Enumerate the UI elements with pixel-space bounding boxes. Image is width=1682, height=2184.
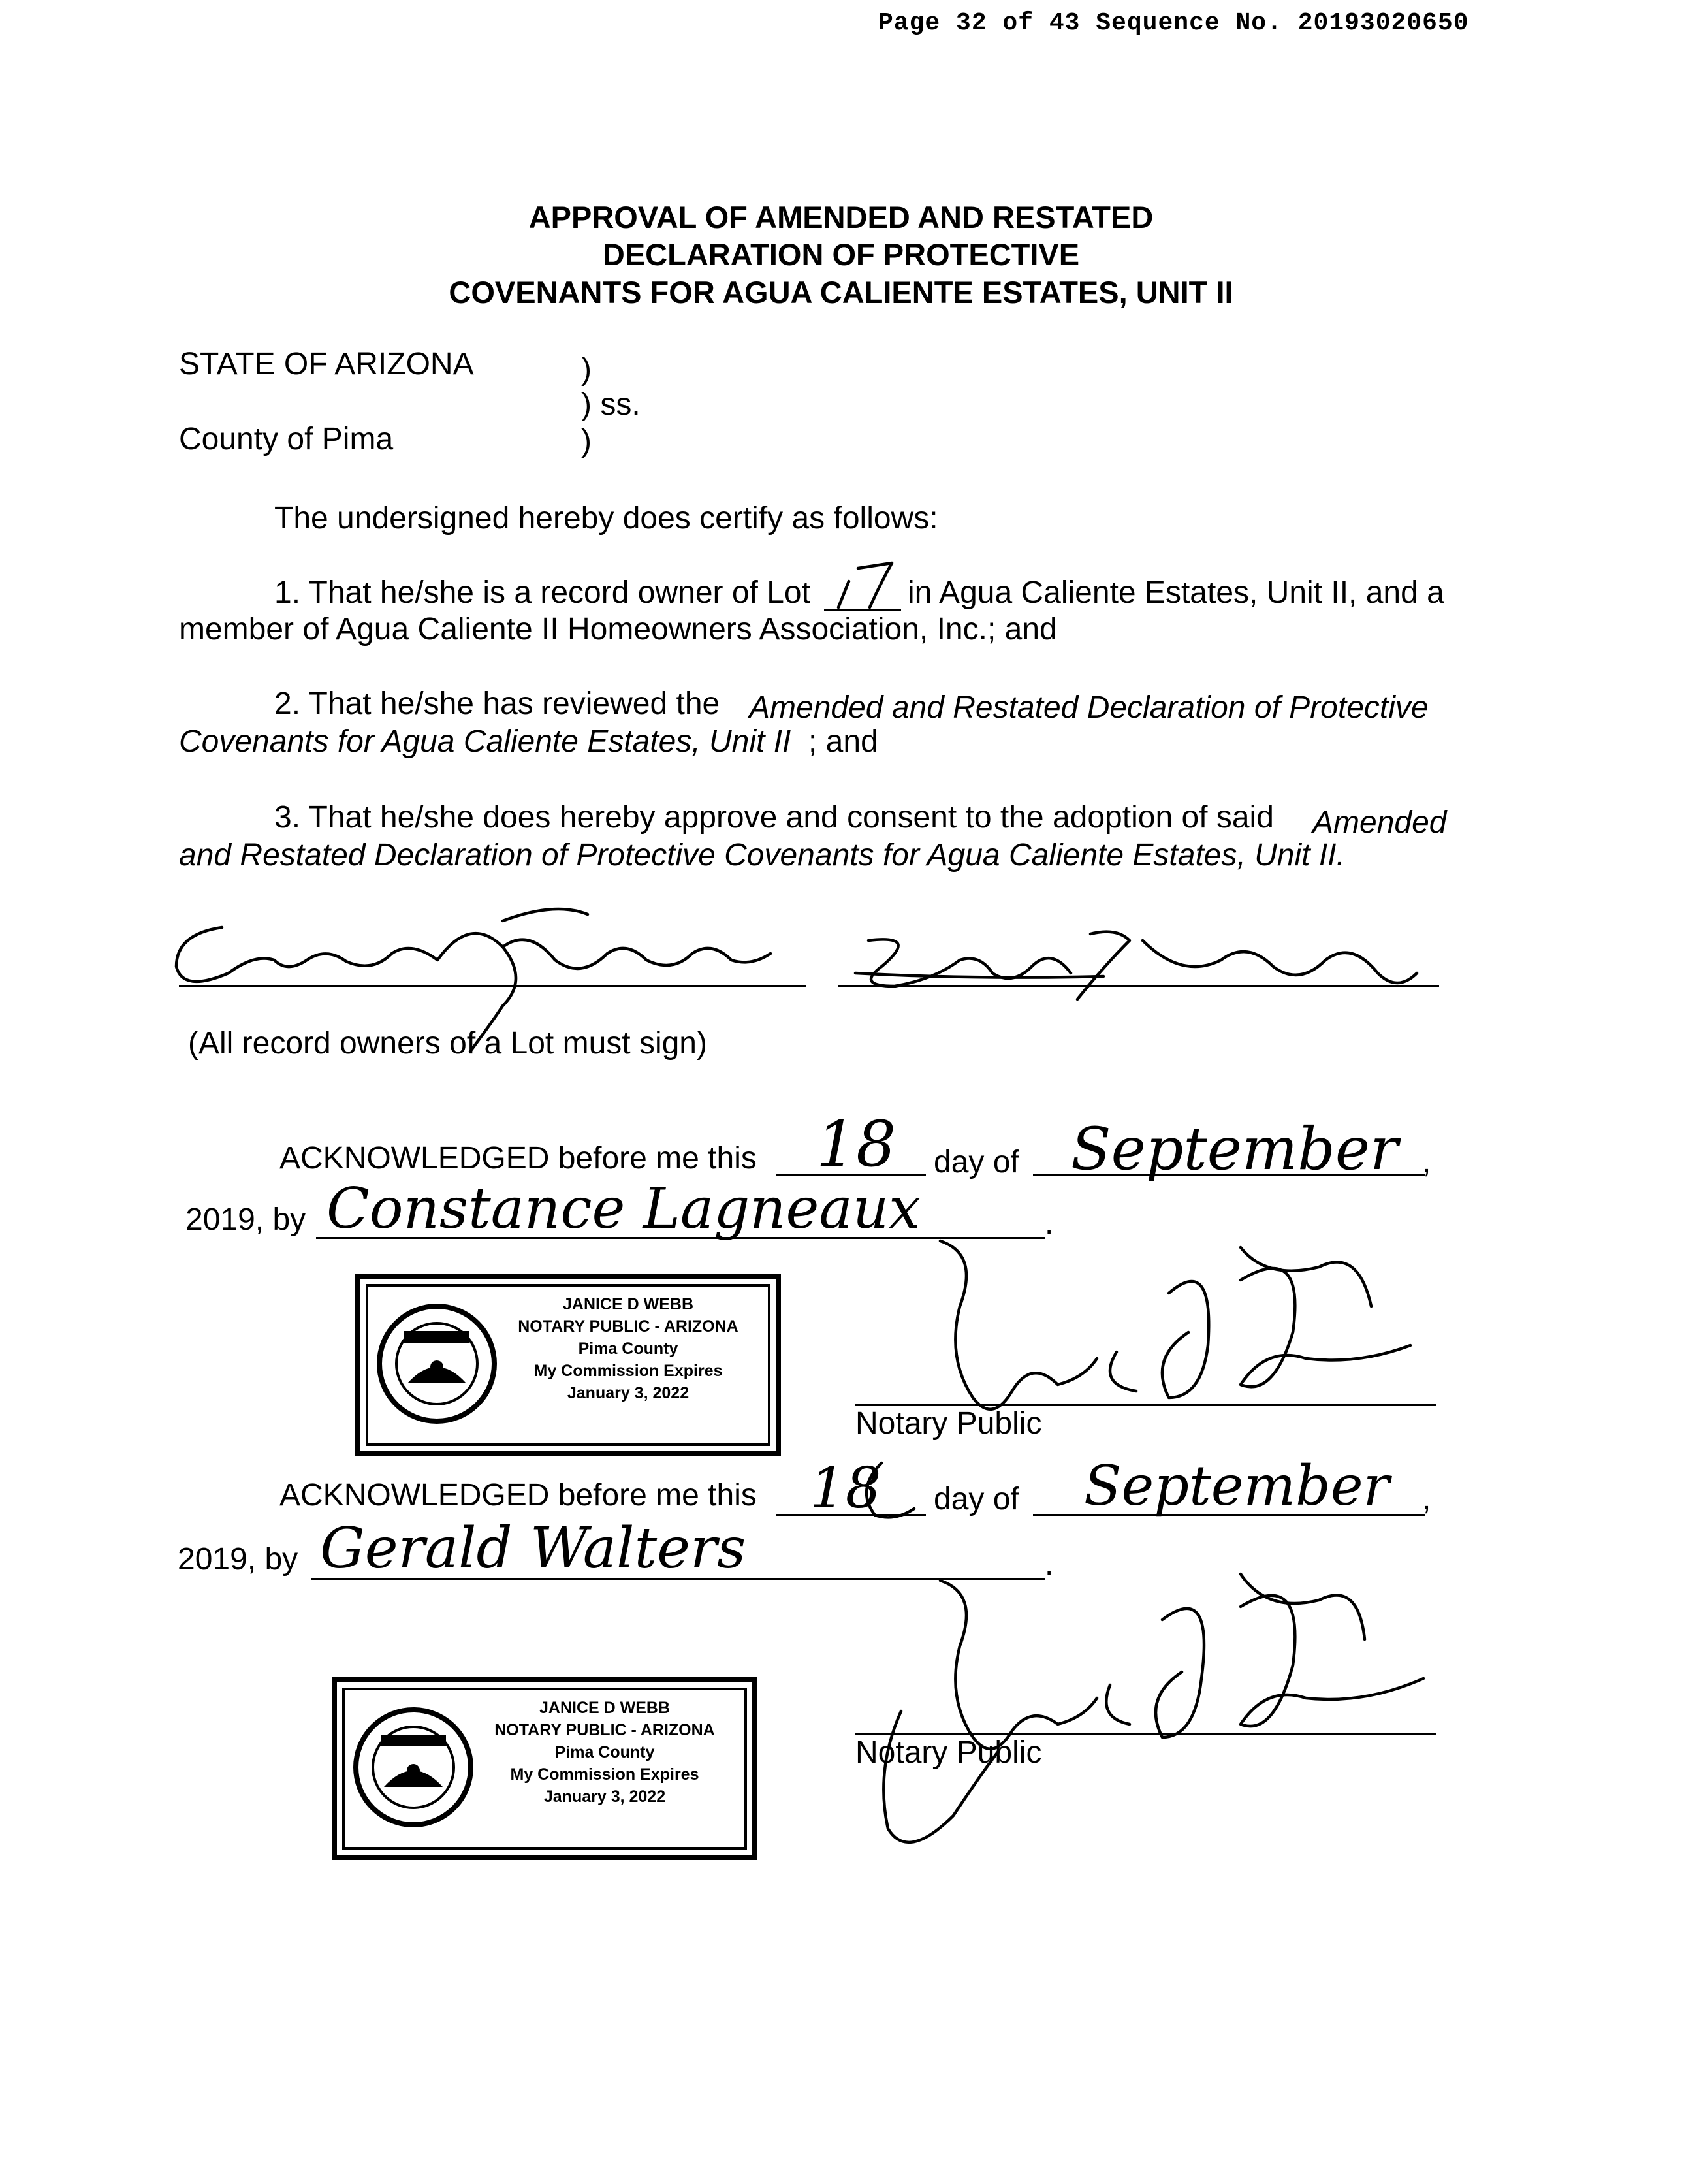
item-3-title-b: and Restated Declaration of Protective Covenants for Agua Caliente Estates, Unit II. <box>179 838 1345 873</box>
ack-1-lead: ACKNOWLEDGED before me this <box>279 1141 757 1176</box>
stamp-1-line-1: JANICE D WEBB <box>562 1295 693 1313</box>
notary-stamp-1 <box>355 1274 781 1456</box>
notary-public-label-2: Notary Public <box>855 1735 1042 1770</box>
svg-text:September: September <box>1071 1115 1399 1183</box>
item-2-text-d: ; and <box>808 724 878 759</box>
svg-text:18: 18 <box>816 1110 897 1176</box>
ack-2-day-of: day of <box>934 1482 1019 1517</box>
ack-1-comma: , <box>1422 1145 1431 1180</box>
document-title-line-1: APPROVAL OF AMENDED AND RESTATED <box>528 200 1154 234</box>
ack-2-comma: , <box>1422 1482 1431 1517</box>
page-sequence-header: Page 32 of 43 Sequence No. 20193020650 <box>878 9 1469 37</box>
item-3-text-a: 3. That he/she does hereby approve and consent to the adoption of said <box>274 800 1274 835</box>
document-title-line-3: COVENANTS FOR AGUA CALIENTE ESTATES, UNIT II <box>449 275 1233 310</box>
item-1-text-b: in Agua Caliente Estates, Unit II, and a <box>908 575 1444 610</box>
stamp-2-line-1: JANICE D WEBB <box>539 1699 670 1717</box>
venue-paren-top: ) <box>581 352 592 387</box>
all-owners-must-sign-note: (All record owners of a Lot must sign) <box>188 1026 707 1061</box>
venue-county: County of Pima <box>179 422 394 457</box>
document-title-line-2: DECLARATION OF PROTECTIVE <box>602 237 1080 272</box>
item-3-title-a: Amended <box>1312 805 1447 840</box>
notary-seal-1-icon <box>375 1292 499 1436</box>
stamp-2-line-3: Pima County <box>554 1743 655 1761</box>
notary-stamp-1-text <box>498 1293 759 1404</box>
ack-1-period: . <box>1045 1206 1054 1241</box>
stamp-1-line-4: My Commission Expires <box>533 1362 723 1380</box>
ack-1-month-ink <box>1064 1104 1417 1195</box>
venue-paren-ss: ) ss. <box>581 387 641 422</box>
notary-public-label-1: Notary Public <box>855 1406 1042 1441</box>
lot-number-ink <box>824 554 901 613</box>
ack-2-month-ink <box>1077 1443 1417 1528</box>
ack-2-year-by: 2019, by <box>178 1542 298 1577</box>
svg-text:Constance Lagneaux: Constance Lagneaux <box>326 1176 921 1242</box>
ack-2-period: . <box>1045 1547 1054 1582</box>
item-1-text-a: 1. That he/she is a record owner of Lot <box>274 575 810 610</box>
stamp-2-line-4: My Commission Expires <box>510 1765 699 1784</box>
svg-text:September: September <box>1084 1454 1389 1518</box>
item-2-title-a: Amended and Restated Declaration of Protective <box>749 690 1429 725</box>
item-2-text-a: 2. That he/she has reviewed the <box>274 686 720 721</box>
stamp-1-line-3: Pima County <box>578 1340 678 1358</box>
owner-2-signature <box>842 914 1430 1006</box>
stamp-1-line-2: NOTARY PUBLIC - ARIZONA <box>518 1317 738 1336</box>
owner-2-signature-ink <box>842 914 1430 1006</box>
certify-intro: The undersigned hereby does certify as follows: <box>274 501 938 536</box>
notary-stamp-2-text <box>474 1697 735 1808</box>
stamp-2-line-2: NOTARY PUBLIC - ARIZONA <box>494 1721 715 1739</box>
stamp-1-line-5: January 3, 2022 <box>567 1384 690 1402</box>
ack-2-name-ink <box>313 1502 901 1587</box>
ack-2-lead: ACKNOWLEDGED before me this <box>279 1478 757 1513</box>
ack-1-year-by: 2019, by <box>185 1202 306 1237</box>
svg-text:Gerald Walters: Gerald Walters <box>320 1516 746 1581</box>
notary-seal-2-icon <box>351 1695 475 1839</box>
venue-state: STATE OF ARIZONA <box>179 347 474 381</box>
svg-text:18: 18 <box>810 1456 881 1521</box>
ack-1-day-of: day of <box>934 1145 1019 1180</box>
notary-stamp-2 <box>332 1677 757 1860</box>
lot-number-handwritten <box>824 554 901 613</box>
item-2-title-b: Covenants for Agua Caliente Estates, Unit II <box>179 724 791 759</box>
notary-2-signature-ink <box>849 1554 1436 1868</box>
stamp-2-line-5: January 3, 2022 <box>543 1788 666 1806</box>
item-1-text-c: member of Agua Caliente II Homeowners Association, Inc.; and <box>179 612 1057 647</box>
venue-paren-bottom: ) <box>581 424 592 458</box>
